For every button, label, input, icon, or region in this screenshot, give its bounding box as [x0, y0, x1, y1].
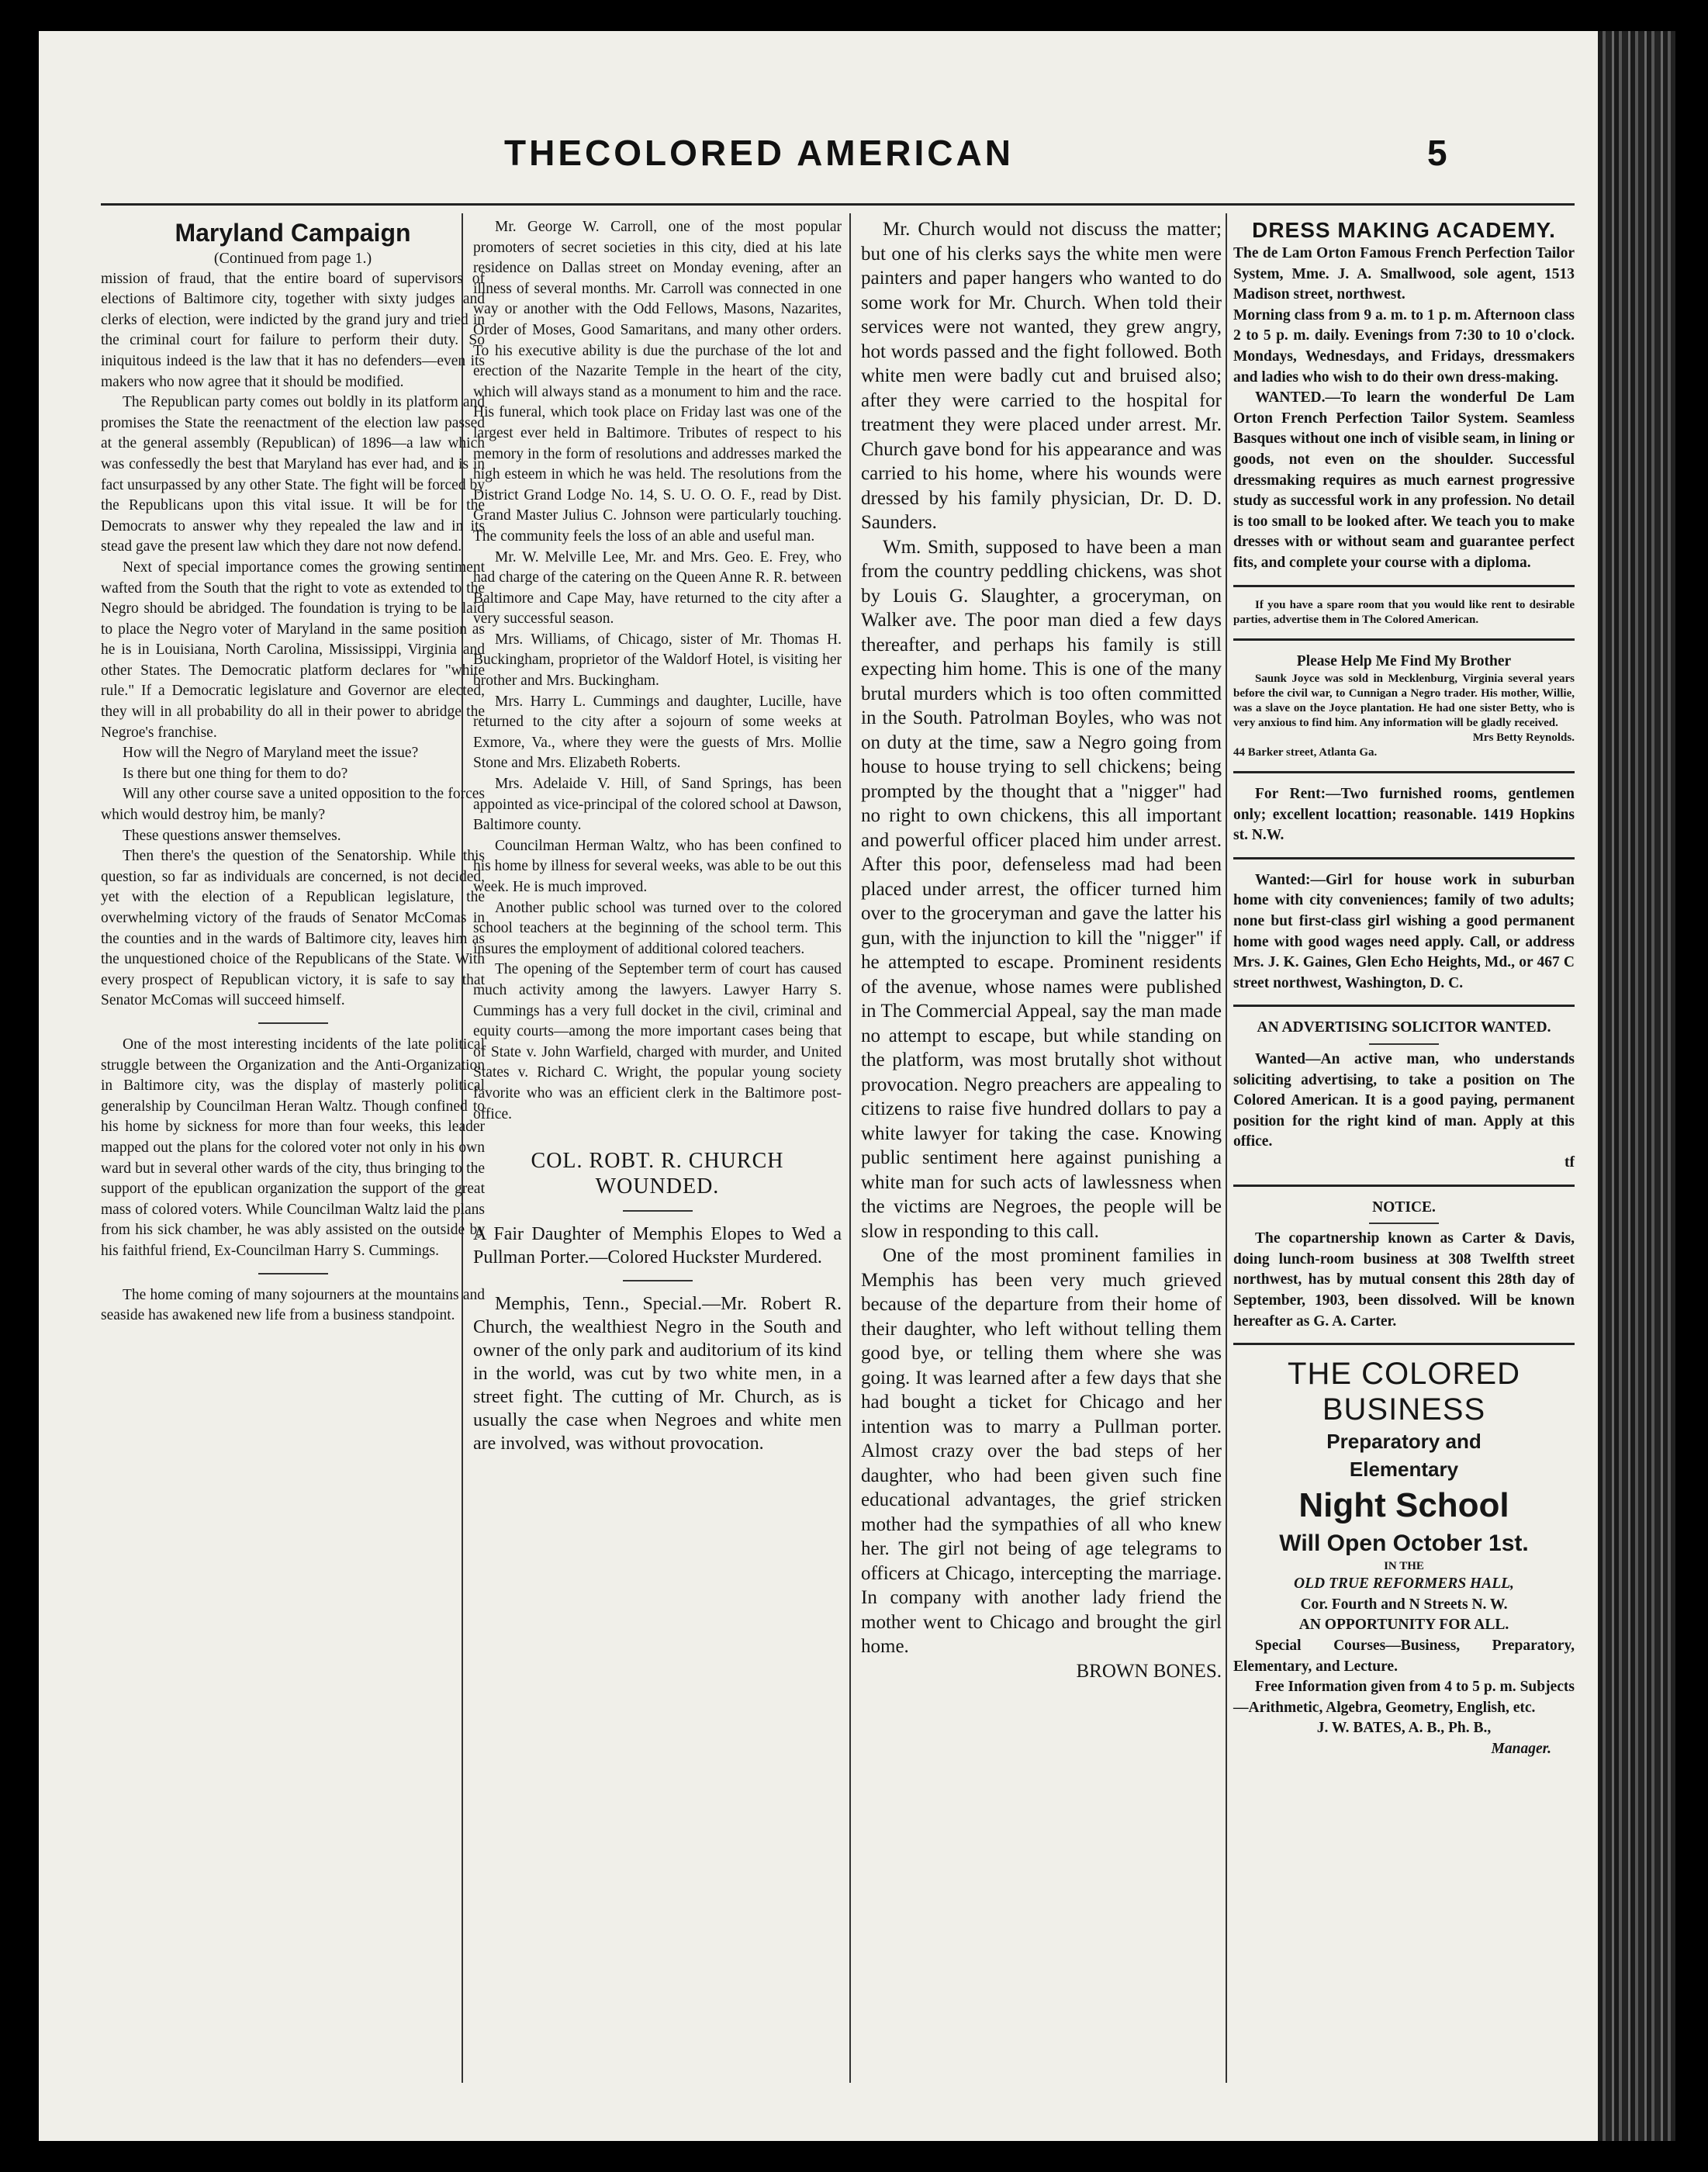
- masthead: [39, 132, 1598, 202]
- paragraph: Mrs. Harry L. Cummings and daughter, Lucille, have returned to the city after a sojourn of some weeks at Exmore, Va., where they were the guests of Mrs. Mollie Stone and Mrs. Elizabeth Roberts.: [473, 693, 842, 772]
- ad-text: Wanted—An active man, who understands soliciting advertising, to take a position on The Colored American. It is a good paying, permanent position for the right kind of man. Apply at this office.: [1233, 1051, 1575, 1150]
- paragraph: One of the most interesting incidents of the late political struggle between the Organization and the Anti-Organization in Baltimore city, was the display of masterly political generalship by Councilman Heran Waltz. Though confined to his home by sickness for more than four weeks, this leader mapped out the plans for the colored voter not only in his own ward but in several other wards of the city, thus bringing to the support of the epublican organization the support of the great mass of colored voters. While Councilman Waltz laid the plans from his sick chamber, he was ably assisted on the outside by his faithful friend, Ex-Councilman Harry S. Cummings.: [101, 1036, 485, 1259]
- paragraph: Councilman Herman Waltz, who has been confined to his home by illness for several weeks, was able to be out this week. He is much improved.: [473, 837, 842, 895]
- paragraph: The home coming of many sojourners at the mountains and seaside has awakened new life from a business standpoint.: [101, 1286, 485, 1324]
- separator: [258, 1022, 328, 1024]
- ad-text: The copartnership known as Carter & Davis, doing lunch-room business at 308 Twelfth street northwest, has by mutual consent this 28th day of September, 1903, been dissolved. Will be known hereafter as G. A. Carter.: [1233, 1230, 1575, 1330]
- ad-text: Morning class from 9 a. m. to 1 p. m. Afternoon class 2 to 5 p. m. daily. Evenings from 7:30 to 10 o'clock. Mondays, Wednesdays, and Fridays, dressmakers and ladies who wish to do their own dress-making.: [1233, 306, 1575, 386]
- ad-text: If you have a spare room that you would like rent to desirable parties, advertise them in The Colored American.: [1233, 598, 1575, 626]
- column-divider: [1226, 213, 1227, 2083]
- ad-text: Wanted:—Girl for house work in suburban home with city conveniences; family of two adults; none but first-class girl wishing a good permanent home with good wages need apply. Call, or address Mrs. J. K. Gaines, Glen Echo Heights, Md., or 467 C street northwest, Washington, D. C.: [1233, 871, 1575, 991]
- column-divider: [849, 213, 851, 2083]
- article-heading: Maryland Campaign: [175, 219, 411, 247]
- ad-heading: Please Help Me Find My Brother: [1296, 652, 1512, 669]
- book-binding: [1598, 31, 1675, 2141]
- school-text: Special Courses—Business, Preparatory, Elementary, and Lecture.: [1233, 1637, 1575, 1675]
- school-name: THE COLORED BUSINESS: [1288, 1357, 1520, 1427]
- school-address: Cor. Fourth and N Streets N. W.: [1300, 1596, 1508, 1613]
- school-line: Preparatory and: [1326, 1430, 1482, 1454]
- school-venue: OLD TRUE REFORMERS HALL,: [1294, 1575, 1514, 1593]
- paragraph: Mrs. Williams, of Chicago, sister of Mr. Thomas H. Buckingham, proprietor of the Waldorf Hotel, is visiting her brother and Mrs. Buckingham.: [473, 631, 842, 690]
- ad-text: The de Lam Orton Famous French Perfection Tailor System, Mme. J. A. Smallwood, sole agent, 1513 Madison street, northwest.: [1233, 245, 1575, 303]
- paragraph: Mr. W. Melville Lee, Mr. and Mrs. Geo. E. Frey, who had charge of the catering on the Queen Anne R. R. between Baltimore and Cape May, have returned to the city after a very successful season.: [473, 548, 842, 628]
- masthead-rule: [101, 203, 1575, 206]
- paragraph: Is there but one thing for them to do?: [123, 765, 348, 782]
- article-subheading: (Continued from page 1.): [213, 250, 372, 267]
- paragraph: The Republican party comes out boldly in its platform and promises the State the reenactment of the election law passed at the general assembly (Republican) of 1896—a law which was confessedly the best that Maryland has ever had, and is in fact unsurpassed by any other State. The fight will be forced by the Republicans upon this vital issue. It will be for the Democrats to answer why they repealed the law and in its stead gave the present law which they dare not now defend.: [101, 394, 485, 555]
- paragraph: How will the Negro of Maryland meet the issue?: [123, 745, 419, 762]
- school-role: Manager.: [1491, 1740, 1551, 1757]
- column-4: [1233, 217, 1575, 1760]
- ad-divider: [1233, 1185, 1575, 1187]
- paragraph: Mr. George W. Carroll, one of the most popular promoters of secret societies in this city, died at his late residence on Dallas street on Monday evening, after an illness of several months. Mr. Carroll was connected in one way or another with the Odd Fellows, Masons, Nazarites, Order of Moses, Good Samaritans, and many other orders. To his executive ability is due the purchase of the lot and erection of the Nazarite Temple in the heart of the city, which will always stand as a monument to him and the race. His funeral, which took place on Friday last was one of the largest ever held in Baltimore. Tributes of respect to his memory in the form of resolutions and addresses marked the high esteem in which he was held. The resolutions from the District Grand Lodge No. 14, S. U. O. O. F., read by Dist. Grand Master Julius C. Johnson were particularly touching. The community feels the loss of an able and useful man.: [473, 219, 842, 545]
- separator: [623, 1210, 693, 1212]
- paragraph: Mr. Church would not discuss the matter; but one of his clerks says the white men were painters and paper hangers who wanted to do some work for Mr. Church. When told their services were not wanted, they grew angry, hot words passed and the fight followed. Both white men were badly cut and bruised also; after they were carried to the hospital for treatment they were placed under arrest. Mr. Church gave bond for his appearance and was carried to his home, where his wounds were dressed by his family physician, Dr. D. D. Saunders.: [861, 219, 1222, 533]
- ad-heading: DRESS MAKING ACADEMY.: [1252, 218, 1556, 242]
- paragraph: Mrs. Adelaide V. Hill, of Sand Springs, has been appointed as vice-principal of the colored school at Dawson, Baltimore county.: [473, 776, 842, 834]
- school-text: Free Information given from 4 to 5 p. m. Subjects—Arithmetic, Algebra, Geometry, English, etc.: [1233, 1679, 1575, 1716]
- column-1: [101, 217, 485, 1326]
- separator: [1369, 1223, 1439, 1224]
- school-title: Night School: [1298, 1486, 1509, 1525]
- ad-signer: Mrs Betty Reynolds.: [1472, 731, 1575, 745]
- paragraph: Another public school was turned over to the colored school teachers at the beginning of the school term. This insures the employment of additional colored teachers.: [473, 899, 842, 957]
- article-heading: COL. ROBT. R. CHURCH WOUNDED.: [531, 1149, 784, 1199]
- paragraph: Wm. Smith, supposed to have been a man from the country peddling chickens, was shot by Louis G. Slaughter, a groceryman, on Walker ave. The poor man died a few days thereafter, and perhaps his family is still expecting him home. This is one of the many brutal murders which is too often committed in the South. Patrolman Boyles, who was not on duty at the time, saw a Negro going from house to house trying to sell chickens; being prompted by the thought that a "nigger" had no right to own chickens, this all important and powerful officer placed him under arrest. After this poor, defenseless mad had been placed under arrest, the officer turned him over to the groceryman and gave the latter his gun, with the injunction to kill the "nigger" if he attempted to escape. Prominent residents of the avenue, whose names were published in The Commercial Appeal, say the man made no attempt to escape, but while standing on the platform, was most brutally shot without provocation. Negro preachers are appealing to citizens to raise five hundred dollars to pay a white lawyer for taking the case. Knowing public sentiment here against punishing a white man for such acts of lawlessness when the victims are Negroes, the people will be slow in responding to this call.: [861, 536, 1222, 1242]
- paragraph: Memphis, Tenn., Special.—Mr. Robert R. Church, the wealthiest Negro in the South and owner of the only park and auditorium of its kind in the world, was cut by two white men, in a street fight. The cutting of Mr. Church, as is usually the case when Negroes and white men are involved, was without provocation.: [473, 1294, 842, 1454]
- separator: [258, 1273, 328, 1274]
- school-signer: J. W. BATES, A. B., Ph. B.,: [1316, 1720, 1492, 1737]
- ad-divider: [1233, 857, 1575, 859]
- ad-tag: tf: [1565, 1154, 1575, 1171]
- newspaper-title: THECOLORED AMERICAN: [504, 133, 1014, 173]
- ad-text: Saunk Joyce was sold in Mecklenburg, Virginia several years before the civil war, to Cunnigan a Negro trader. His mother, Willie, was a slave on the Joyce plantation. He had one sister Betty, who is very anxious to find him. Any information will be gladly received.: [1233, 673, 1575, 730]
- paragraph: These questions answer themselves.: [123, 827, 341, 844]
- ad-divider: [1233, 638, 1575, 641]
- signature: BROWN BONES.: [1076, 1660, 1222, 1682]
- ad-divider: [1233, 1005, 1575, 1007]
- newspaper-page: [39, 31, 1598, 2141]
- ad-divider: [1233, 771, 1575, 773]
- separator: [623, 1280, 693, 1281]
- paragraph: One of the most prominent families in Memphis has been very much grieved because of the departure from their home of their daughter, who left without telling them good bye, or telling them where she was going. It was learned after a few days that she had bought a ticket for Chicago and her intention was to marry a Pullman porter. Almost crazy over the bad steps of her daughter, who had been given such fine educational advantages, the grief stricken mother had the sympathies of all who knew her. The girl not being of age telegrams to officers at Chicago, intercepting the marriage. In company with another lady friend the mother went to Chicago and brought the girl home.: [861, 1245, 1222, 1657]
- ad-heading: NOTICE.: [1372, 1198, 1436, 1216]
- paragraph: Next of special importance comes the growing sentiment wafted from the South that the right to vote as extended to the Negro should be abridged. The foundation is trying to be laid to place the Negro voter of Maryland in the same position as he is in Louisiana, North Carolina, Mississippi, Virginia and other States. The Democratic platform declares for "white rule." If a Democratic legislature and Governor are elected, they will in all probability do all in their power to abridge the Negroe's franchise.: [101, 559, 485, 741]
- paragraph: Then there's the question of the Senatorship. While this question, so far as individuals are concerned, is not decided, yet with the election of a Republican legislature, the overwhelming victory of the frauds of Senator McComas in the counties and in the wards of Baltimore city, leaves him as the unquestioned choice of the Republicans of the State. With every prospect of Republican victory, it is safe to say that Senator McComas will succeed himself.: [101, 848, 485, 1009]
- ad-divider: [1233, 585, 1575, 587]
- article-deck: A Fair Daughter of Memphis Elopes to Wed a Pullman Porter.—Colored Huckster Murdered.: [473, 1224, 842, 1268]
- separator: [1369, 1043, 1439, 1045]
- school-line: IN THE: [1384, 1560, 1424, 1573]
- ad-address: 44 Barker street, Atlanta Ga.: [1233, 746, 1378, 759]
- column-2: [473, 217, 842, 1455]
- school-line: AN OPPORTUNITY FOR ALL.: [1298, 1617, 1509, 1634]
- ad-text: WANTED.—To learn the wonderful De Lam Orton French Perfection Tailor System. Seamless Basques without one inch of visible seam, in lining or goods, not even on the shoulder. Successful dressmaking requires as much earnest progressive study as successful work in any profession. No detail is too small to be looked after. We teach you to make dresses with or without seam and guarantee perfect fits, and complete your course with a diploma.: [1233, 389, 1575, 571]
- ad-heading: AN ADVERTISING SOLICITOR WANTED.: [1257, 1019, 1551, 1036]
- school-opening: Will Open October 1st.: [1279, 1530, 1529, 1557]
- column-3: [861, 217, 1222, 1683]
- paragraph: mission of fraud, that the entire board of supervisors of elections of Baltimore city, together with sixty judges and clerks of election, were indicted by the grand jury and tried in the criminal court for failure to perform their duty. So iniquitous indeed is the law that it has no defenders—even its makers who now agree that it should be modified.: [101, 270, 485, 390]
- school-line: Elementary: [1349, 1458, 1459, 1482]
- ad-divider: [1233, 1343, 1575, 1345]
- ad-text: For Rent:—Two furnished rooms, gentlemen only; excellent locattion; reasonable. 1419 Hopkins st. N.W.: [1233, 786, 1575, 844]
- paragraph: Will any other course save a united opposition to the forces which would destroy him, be manly?: [101, 786, 485, 824]
- paragraph: The opening of the September term of court has caused much activity among the lawyers. Lawyer Harry S. Cummings has a very full docket in the civil, criminal and equity courts—among the more important cases being that of State v. John Warfield, charged with murder, and United States v. Richard C. Wright, the popular young society favorite who was an efficient clerk in the Baltimore post-office.: [473, 961, 842, 1122]
- page-number: 5: [1427, 133, 1447, 173]
